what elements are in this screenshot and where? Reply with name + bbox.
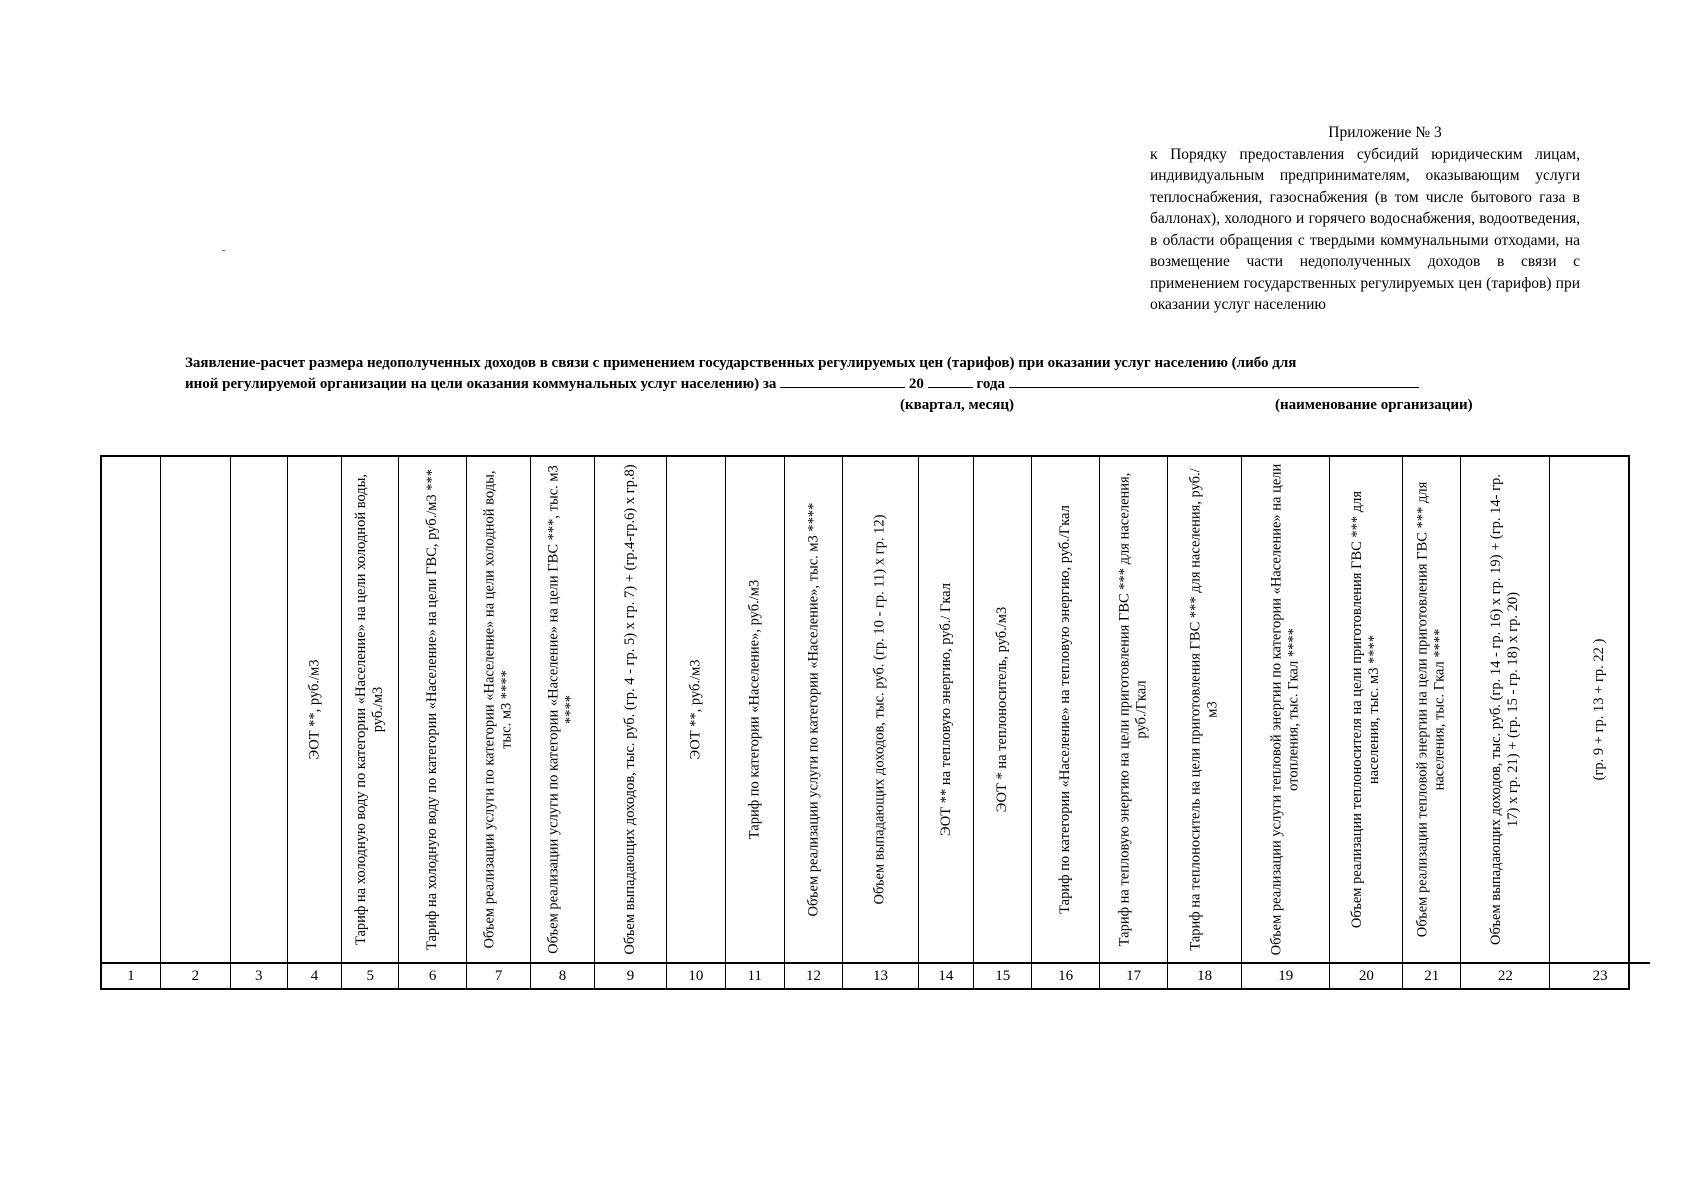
table-column-13 — [843, 457, 918, 988]
column-header-18 — [1168, 457, 1241, 962]
column-header-9 — [595, 457, 666, 962]
column-header-6 — [399, 457, 466, 962]
column-number: 16 — [1032, 962, 1099, 988]
column-number: 2 — [161, 962, 230, 988]
year-blank — [928, 373, 973, 388]
column-number: 8 — [531, 962, 594, 988]
column-header-14 — [919, 457, 974, 962]
column-header-text: Тариф по категории «Население», руб./м3 — [746, 579, 763, 840]
column-header-17 — [1100, 457, 1167, 962]
column-header-text: Объем выпадающих доходов, тыс. руб. (гр. 4 - гр. 5) х гр. 7) + (гр.4-гр.6) х гр.8) — [621, 464, 638, 955]
table-column-15 — [974, 457, 1032, 988]
column-number: 6 — [399, 962, 466, 988]
column-header-text: Тариф на тепловую энергию на цели приготовления ГВС *** для населения, руб./Гкал — [1116, 472, 1150, 947]
calculation-table — [100, 455, 1630, 990]
column-header-text: ЭОТ **, руб./м3 — [687, 659, 704, 760]
table-column-10 — [667, 457, 726, 988]
column-number: 22 — [1461, 962, 1549, 988]
column-header-20 — [1330, 457, 1402, 962]
table-column-19 — [1242, 457, 1330, 988]
column-header-text: ЭОТ * на теплоноситель, руб./м3 — [994, 606, 1011, 813]
title-line-2-text: иной регулируемой организации на цели оказания коммунальных услуг населению) за — [185, 376, 777, 392]
table-column-11 — [726, 457, 785, 988]
column-number: 19 — [1242, 962, 1329, 988]
column-header-8 — [531, 457, 594, 962]
document-title — [185, 353, 1580, 394]
column-header-16 — [1032, 457, 1099, 962]
table-column-17 — [1100, 457, 1168, 988]
appendix-text: к Порядку предоставления субсидий юридическим лицам, индивидуальным предпринимателям, оказывающим услуги теплоснабжения, газоснабжения (в том числе бытового газа в баллонах), холодного и горячего водоснабжения, водоотведения, в области обращения с твердыми коммунальными отходами, на возмещение части недополученных доходов в связи с применением государственных регулируемых цен (тарифов) при оказании услуг населению — [1150, 145, 1580, 313]
column-number: 21 — [1403, 962, 1460, 988]
table-column-9 — [595, 457, 667, 988]
column-header-text: Объем выпадающих доходов, тыс. руб. (гр. 14 - гр. 16) х гр. 19) + (гр. 14- гр. 17) х гр. 21) + (гр. 15 - гр. 18) х гр. 20) — [1488, 474, 1522, 945]
table-column-4 — [288, 457, 343, 988]
column-number: 17 — [1100, 962, 1167, 988]
column-header-text: Тариф на холодную воду по категории «Население» на цели холодной воды, руб./м3 — [353, 473, 387, 946]
column-number: 20 — [1330, 962, 1402, 988]
table-column-6 — [399, 457, 467, 988]
column-header-text: Тариф на теплоноситель на цели приготовления ГВС *** для населения, руб./м3 — [1187, 468, 1221, 951]
column-number: 3 — [231, 962, 287, 988]
column-header-text: Объем реализации тепловой энергии на цели приготовления ГВС *** для населения, тыс. Гкал **** — [1414, 481, 1448, 938]
column-number: 7 — [467, 962, 530, 988]
column-header-text: Объем реализации услуги по категории «Население» на цели ГВС ***, тыс. м3 **** — [545, 465, 579, 954]
table-column-2 — [161, 457, 231, 988]
column-header-10 — [667, 457, 725, 962]
column-header-22 — [1461, 457, 1549, 962]
scan-mark — [222, 250, 225, 251]
caption-organization: (наименование организации) — [1275, 397, 1473, 413]
column-header-text: Объем реализации услуги тепловой энергии по категории «Население» на цели отопления, тыс. Гкал **** — [1268, 463, 1302, 956]
table-column-20 — [1330, 457, 1403, 988]
table-column-16 — [1032, 457, 1100, 988]
column-number: 5 — [342, 962, 398, 988]
column-number: 18 — [1168, 962, 1241, 988]
table-column-22 — [1461, 457, 1550, 988]
column-header-text: Объем реализации теплоносителя на цели приготовления ГВС *** для населения, тыс. м3 **** — [1349, 490, 1383, 929]
appendix-block — [1150, 122, 1580, 316]
column-header-19 — [1242, 457, 1329, 962]
column-header-text: Тариф по категории «Население» на тепловую энергию, руб./Гкал — [1057, 505, 1074, 914]
column-header-text: (гр. 9 + гр. 13 + гр. 22 ) — [1591, 638, 1608, 781]
table-column-14 — [919, 457, 975, 988]
column-header-12 — [785, 457, 843, 962]
column-header-4 — [288, 457, 342, 962]
column-header-3 — [231, 457, 287, 962]
appendix-number: Приложение № 3 — [1328, 124, 1442, 141]
column-number: 10 — [667, 962, 725, 988]
column-header-13 — [843, 457, 917, 962]
column-number: 23 — [1550, 962, 1649, 988]
table-column-1 — [102, 457, 161, 988]
column-number: 1 — [102, 962, 160, 988]
table-column-7 — [467, 457, 531, 988]
table-column-12 — [785, 457, 844, 988]
organization-blank — [1009, 373, 1419, 388]
column-header-21 — [1403, 457, 1460, 962]
column-header-text: ЭОТ ** на тепловую энергию, руб./ Гкал — [937, 583, 954, 836]
column-number: 15 — [974, 962, 1031, 988]
column-number: 11 — [726, 962, 784, 988]
column-number: 9 — [595, 962, 666, 988]
title-year-word: года — [976, 376, 1005, 392]
column-header-text: ЭОТ **, руб./м3 — [306, 659, 323, 760]
column-header-11 — [726, 457, 784, 962]
column-header-text: Объем реализации услуги по категории «Население», тыс. м3 **** — [805, 502, 822, 917]
column-number: 4 — [288, 962, 342, 988]
table-column-8 — [531, 457, 595, 988]
column-header-2 — [161, 457, 230, 962]
column-header-text: Объем реализации услуги по категории «Население» на цели холодной воды, тыс. м3 **** — [481, 470, 515, 949]
table-column-23 — [1550, 457, 1649, 988]
column-number: 13 — [843, 962, 917, 988]
caption-period: (квартал, месяц) — [900, 397, 1014, 413]
column-header-text: Тариф на холодную воду по категории «Население» на цели ГВС, руб./м3 *** — [424, 468, 441, 951]
table-column-18 — [1168, 457, 1242, 988]
title-line-2 — [185, 373, 1580, 394]
column-header-text: Объем выпадающих доходов, тыс. руб. (гр. 10 - гр. 11) х гр. 12) — [871, 514, 888, 905]
column-header-5 — [342, 457, 398, 962]
table-column-5 — [342, 457, 399, 988]
period-blank — [780, 373, 905, 388]
title-line-1: Заявление-расчет размера недополученных доходов в связи с применением государственных регулируемых цен (тарифов) при оказании услуг населению (либо для — [185, 355, 1297, 371]
column-number: 12 — [785, 962, 843, 988]
table-column-21 — [1403, 457, 1461, 988]
column-header-7 — [467, 457, 530, 962]
table-column-3 — [231, 457, 288, 988]
column-header-15 — [974, 457, 1031, 962]
column-number: 14 — [919, 962, 974, 988]
column-header-23 — [1550, 457, 1649, 962]
column-header-1 — [102, 457, 160, 962]
title-year-prefix: 20 — [908, 376, 924, 392]
